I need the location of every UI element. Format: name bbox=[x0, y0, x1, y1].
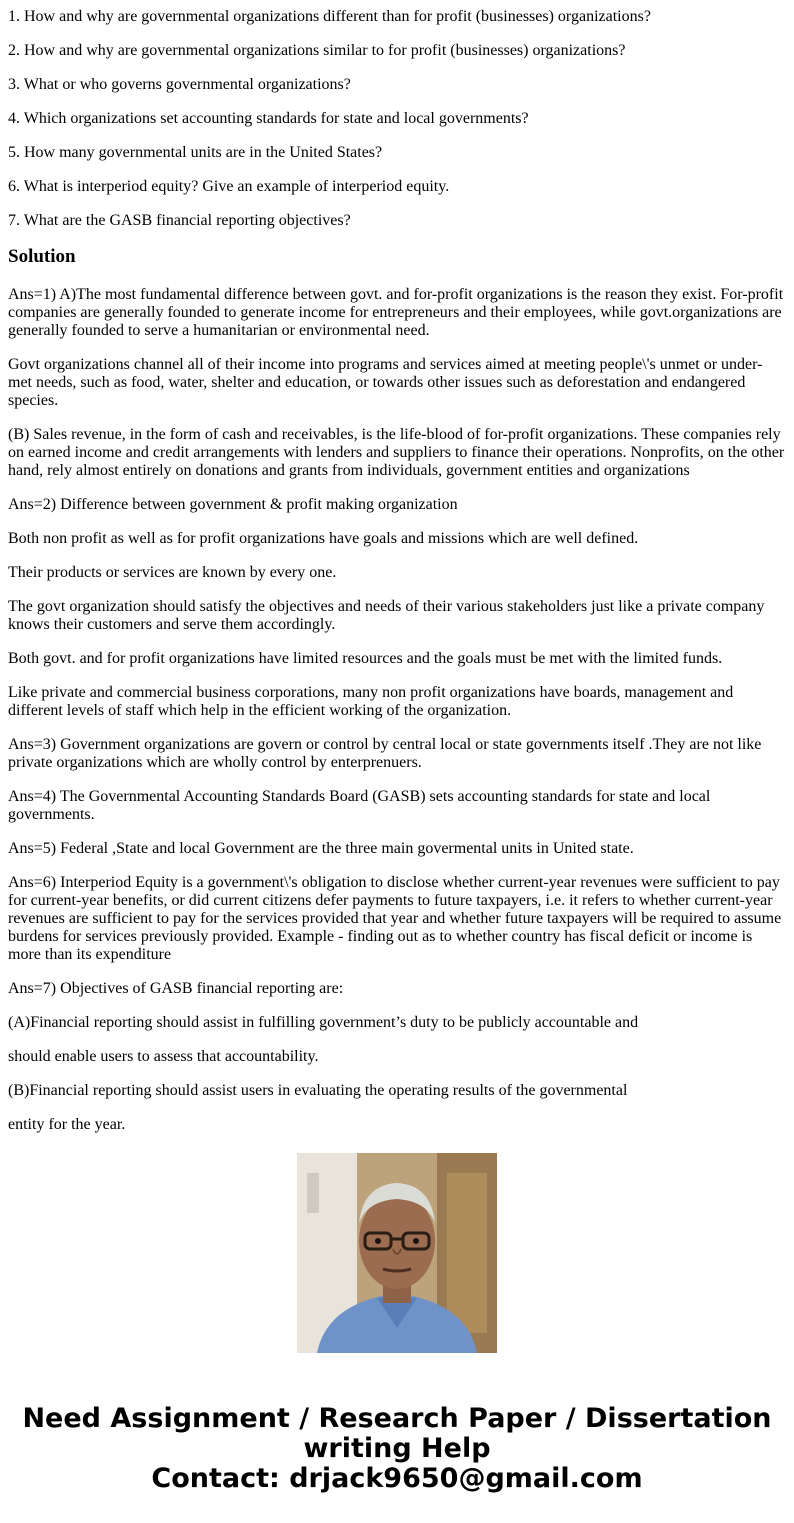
promo-contact-text: Contact: drjack9650@gmail.com bbox=[151, 1463, 643, 1494]
answer-paragraph: Ans=4) The Governmental Accounting Standards Board (GASB) sets accounting standards for state and local governments. bbox=[8, 788, 711, 823]
question-1: 1. How and why are governmental organizations different than for profit (businesses) organizations? bbox=[8, 8, 651, 25]
question-2: 2. How and why are governmental organizations similar to for profit (businesses) organizations? bbox=[8, 42, 626, 59]
answer-paragraph: Their products or services are known by every one. bbox=[8, 564, 337, 581]
tutor-avatar bbox=[297, 1153, 497, 1353]
question-6: 6. What is interperiod equity? Give an example of interperiod equity. bbox=[8, 178, 450, 195]
answer-paragraph: The govt organization should satisfy the objectives and needs of their various stakeholders just like a private company knows their customers and serve them accordingly. bbox=[8, 598, 765, 633]
answer-paragraph: Ans=2) Difference between government & profit making organization bbox=[8, 496, 458, 513]
solution-heading: Solution bbox=[8, 246, 76, 267]
answer-paragraph: (A)Financial reporting should assist in fulfilling government’s duty to be publicly accountable and bbox=[8, 1014, 639, 1031]
answer-paragraph: (B)Financial reporting should assist users in evaluating the operating results of the governmental bbox=[8, 1082, 628, 1099]
promo-help-text: Need Assignment / Research Paper / Dissertation writing Help bbox=[22, 1403, 772, 1464]
question-5: 5. How many governmental units are in the United States? bbox=[8, 144, 383, 161]
answer-paragraph: Ans=5) Federal ,State and local Government are the three main govermental units in United state. bbox=[8, 840, 634, 857]
answer-paragraph: Ans=1) A)The most fundamental difference between govt. and for-profit organizations is the reason they exist. For-profit companies are generally founded to generate income for entrepreneurs and their employees, while govt.organizations are generally founded to serve a humanitarian or environmental need. bbox=[8, 286, 784, 339]
question-4: 4. Which organizations set accounting standards for state and local governments? bbox=[8, 110, 529, 127]
answer-paragraph: Ans=6) Interperiod Equity is a government\'s obligation to disclose whether current-year revenues were sufficient to pay for current-year benefits, or did current citizens defer payments to future taxpayers, i.e. it refers to whether current-year revenues are sufficient to pay for the services provided that year and whether future taxpayers will be required to assume burdens for services previously provided. Example - finding out as to whether country has fiscal deficit or income is more than its expenditure bbox=[8, 874, 782, 963]
answer-paragraph: entity for the year. bbox=[8, 1116, 126, 1133]
question-7: 7. What are the GASB financial reporting objectives? bbox=[8, 212, 351, 229]
question-3: 3. What or who governs governmental organizations? bbox=[8, 76, 351, 93]
answer-paragraph: Both govt. and for profit organizations have limited resources and the goals must be met with the limited funds. bbox=[8, 650, 723, 667]
tutor-portrait-image bbox=[297, 1153, 497, 1353]
answer-paragraph: should enable users to assess that accountability. bbox=[8, 1048, 319, 1065]
answer-paragraph: (B) Sales revenue, in the form of cash and receivables, is the life-blood of for-profit organizations. These companies rely on earned income and credit arrangements with lenders and suppliers to finance their operations. Nonprofits, on the other hand, rely almost entirely on donations and grants from individuals, government entities and organizations bbox=[8, 426, 785, 479]
answer-paragraph: Like private and commercial business corporations, many non profit organizations have boards, management and different levels of staff which help in the efficient working of the organization. bbox=[8, 684, 734, 719]
promo-banner bbox=[0, 1404, 794, 1494]
answer-paragraph: Ans=3) Government organizations are govern or control by central local or state governments itself .They are not like private organizations which are wholly control by enterprenuers. bbox=[8, 736, 762, 771]
answer-paragraph: Govt organizations channel all of their income into programs and services aimed at meeting people\'s unmet or under-met needs, such as food, water, shelter and education, or towards other issues such as deforestation and endangered species. bbox=[8, 356, 763, 409]
answer-paragraph: Both non profit as well as for profit organizations have goals and missions which are well defined. bbox=[8, 530, 639, 547]
answer-paragraph: Ans=7) Objectives of GASB financial reporting are: bbox=[8, 980, 344, 997]
document-body bbox=[8, 0, 786, 1133]
